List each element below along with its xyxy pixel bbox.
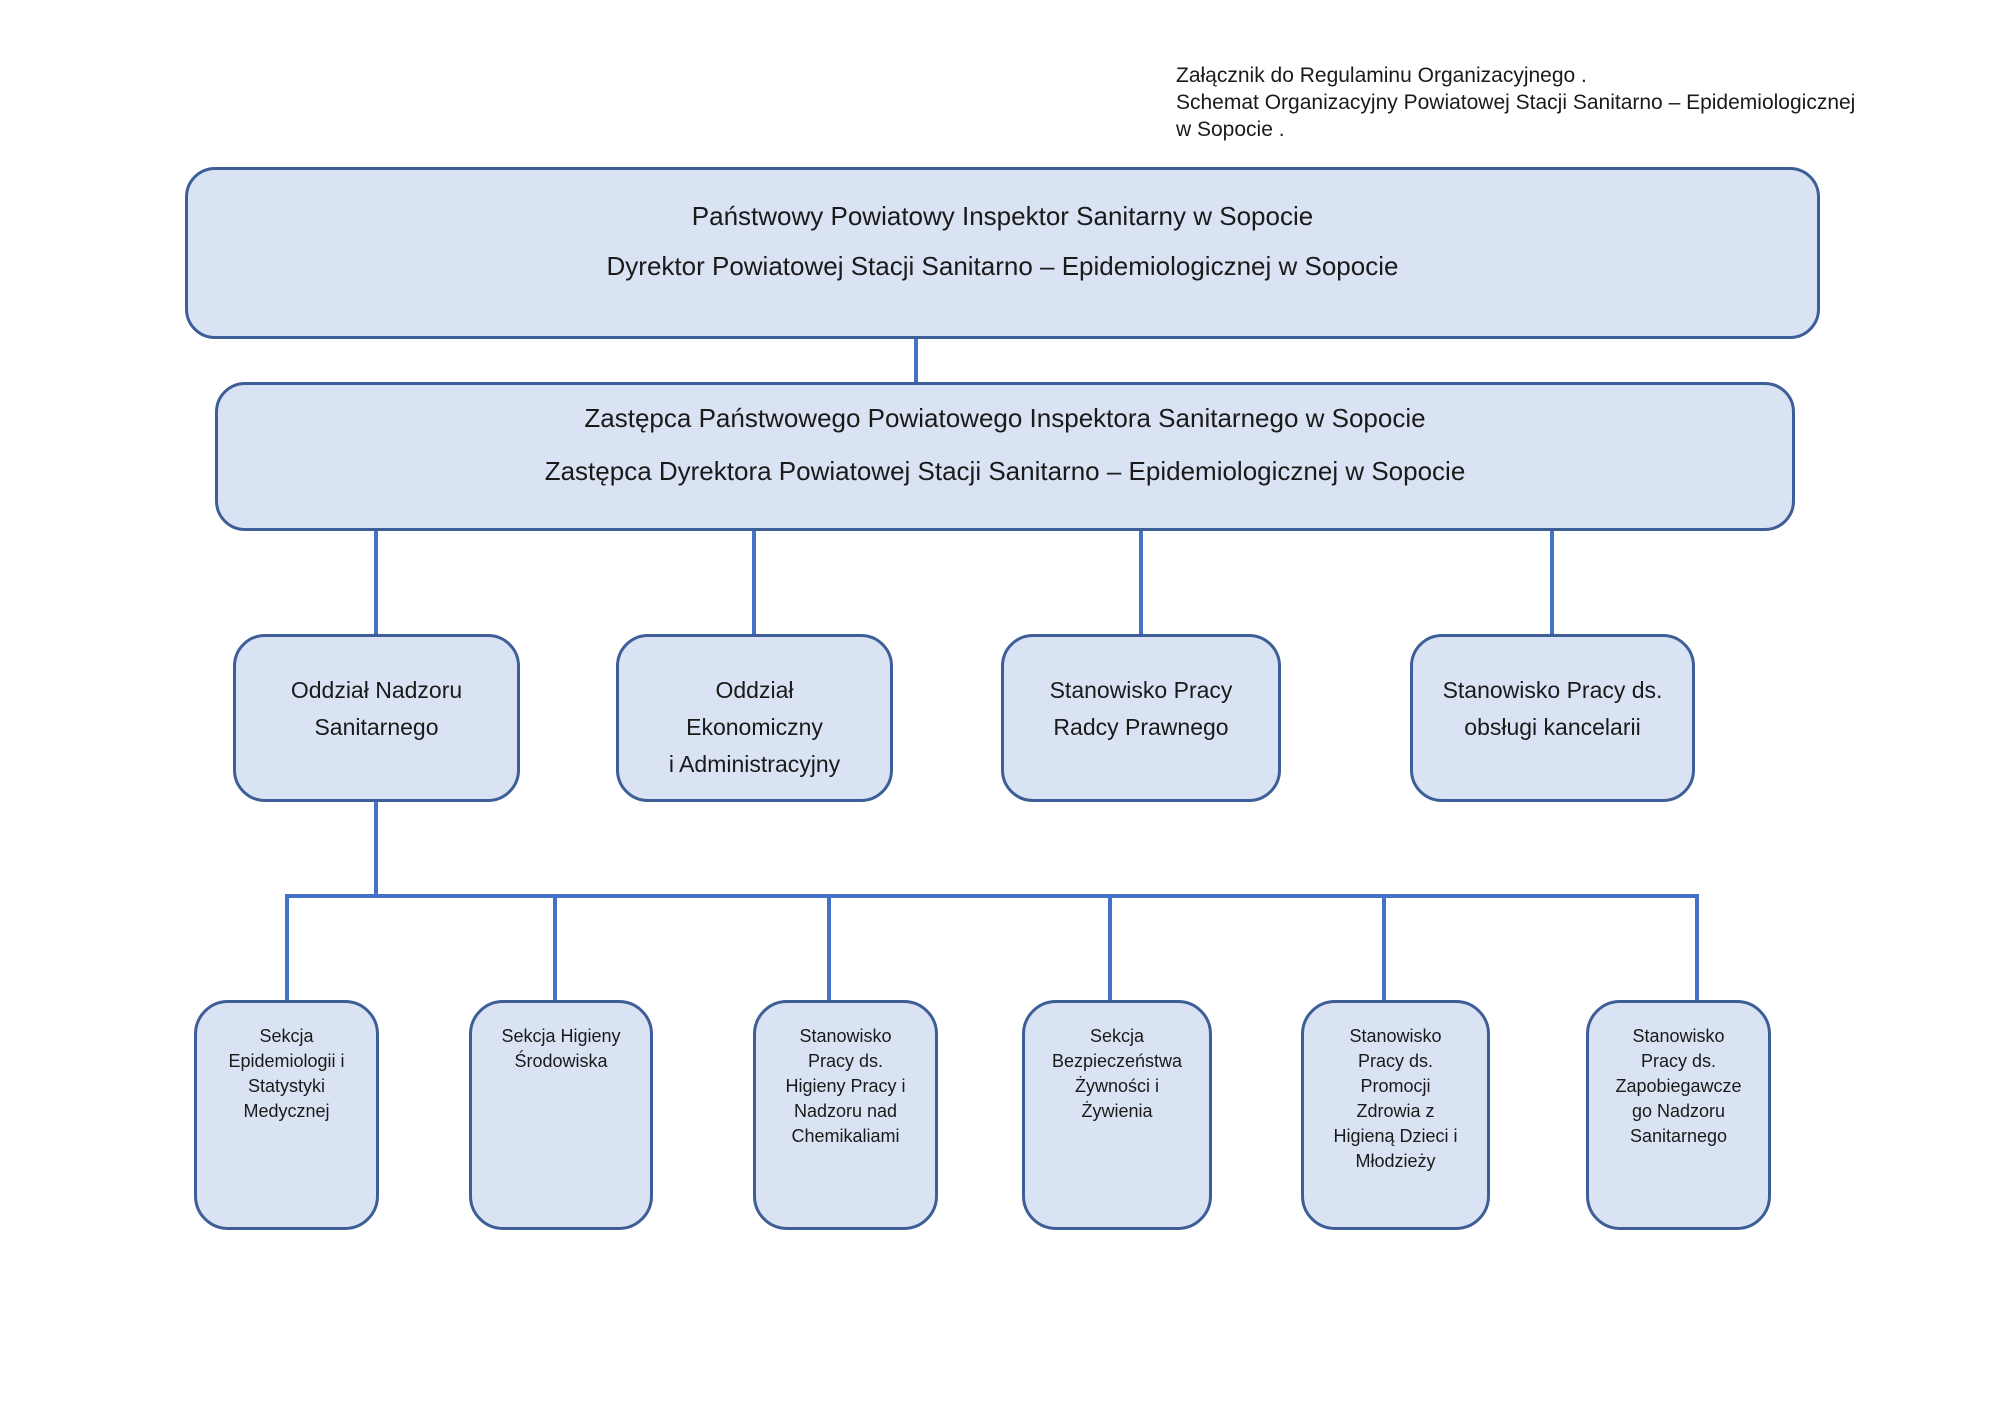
org-box-text-line: Bezpieczeństwa xyxy=(1051,1051,1183,1071)
org-box-text-line: Zdrowia z xyxy=(1356,1101,1435,1121)
org-box-text-line: Oddział Nadzoru xyxy=(290,677,463,703)
org-box-inspektor-dyrektor xyxy=(185,167,1820,339)
org-box-text-line: Nadzoru nad xyxy=(793,1101,898,1121)
org-box-stanowisko-radcy-prawnego xyxy=(1001,634,1281,802)
org-box-text-line: i Administracyjny xyxy=(668,751,841,777)
org-box-text-line: Medycznej xyxy=(243,1101,330,1121)
org-box-text-line: Chemikaliami xyxy=(791,1126,900,1146)
annotation-line: Schemat Organizacyjny Powiatowej Stacji Sanitarno – Epidemiologicznej xyxy=(1176,91,1856,114)
org-box-text-line: Stanowisko xyxy=(1349,1026,1442,1046)
org-box-text-line: Epidemiologii i xyxy=(228,1051,345,1071)
org-box-text-line: Higieny Pracy i xyxy=(785,1076,906,1096)
annotation-line: w Sopocie . xyxy=(1176,118,1285,141)
org-box-text-line: Promocji xyxy=(1360,1076,1431,1096)
org-box-text-line: Ekonomiczny xyxy=(686,714,823,740)
org-box-text-line: Stanowisko Pracy ds. xyxy=(1442,677,1663,703)
org-box-text-line: obsługi kancelarii xyxy=(1464,714,1641,740)
org-box-oddzial-nadzoru-sanitarnego xyxy=(233,634,520,802)
org-box-stanowisko-obslugi-kancelarii xyxy=(1410,634,1695,802)
org-box-text-line: Statystyki xyxy=(247,1076,326,1096)
org-box-text-line: Stanowisko Pracy xyxy=(1049,677,1233,703)
org-box-text-line: Stanowisko xyxy=(1632,1026,1725,1046)
org-box-text-line: Sekcja xyxy=(259,1026,314,1046)
org-box-text-line: Higieną Dzieci i xyxy=(1333,1126,1458,1146)
org-box-stanowisko-promocji-zdrowia xyxy=(1301,1000,1490,1230)
org-box-text-line: Środowiska xyxy=(514,1051,608,1071)
org-box-text-line: Młodzieży xyxy=(1355,1151,1436,1171)
org-box-oddzial-ekonomiczny-administracyjny xyxy=(616,634,893,802)
org-box-text-line: Pracy ds. xyxy=(1357,1051,1434,1071)
org-box-stanowisko-zapobiegawczego-nadzoru xyxy=(1586,1000,1771,1230)
org-box-sekcja-higieny-srodowiska xyxy=(469,1000,653,1230)
org-box-text-line: Sekcja Higieny xyxy=(501,1026,621,1046)
org-box-text-line: Oddział xyxy=(715,677,794,703)
org-box-text-line: Sanitarnego xyxy=(314,714,439,740)
org-box-text-line: Radcy Prawnego xyxy=(1053,714,1229,740)
org-box-text-line: Pracy ds. xyxy=(807,1051,884,1071)
org-box-text-line: Sanitarnego xyxy=(1629,1126,1728,1146)
org-box-zastepca xyxy=(215,382,1795,531)
org-box-sekcja-epidemiologii xyxy=(194,1000,379,1230)
org-box-text-line: Dyrektor Powiatowej Stacji Sanitarno – Epidemiologicznej w Sopocie xyxy=(606,251,1399,281)
org-box-text-line: Państwowy Powiatowy Inspektor Sanitarny w Sopocie xyxy=(691,201,1314,231)
org-box-stanowisko-higieny-pracy-chemikalia xyxy=(753,1000,938,1230)
org-box-text-line: Pracy ds. xyxy=(1640,1051,1717,1071)
annotation-line: Załącznik do Regulaminu Organizacyjnego . xyxy=(1176,64,1587,87)
org-box-text-line: Zapobiegawcze xyxy=(1615,1076,1742,1096)
org-box-text-line: Stanowisko xyxy=(799,1026,892,1046)
org-box-text-line: go Nadzoru xyxy=(1631,1101,1726,1121)
org-box-text-line: Zastępca Dyrektora Powiatowej Stacji Sanitarno – Epidemiologicznej w Sopocie xyxy=(544,456,1466,486)
org-box-text-line: Żywienia xyxy=(1081,1101,1153,1121)
org-box-text-line: Sekcja xyxy=(1089,1026,1145,1046)
org-box-text-line: Żywności i xyxy=(1074,1076,1159,1096)
org-box-text-line: Zastępca Państwowego Powiatowego Inspektora Sanitarnego w Sopocie xyxy=(584,403,1426,433)
org-box-sekcja-bezpieczenstwa-zywnosci xyxy=(1022,1000,1212,1230)
